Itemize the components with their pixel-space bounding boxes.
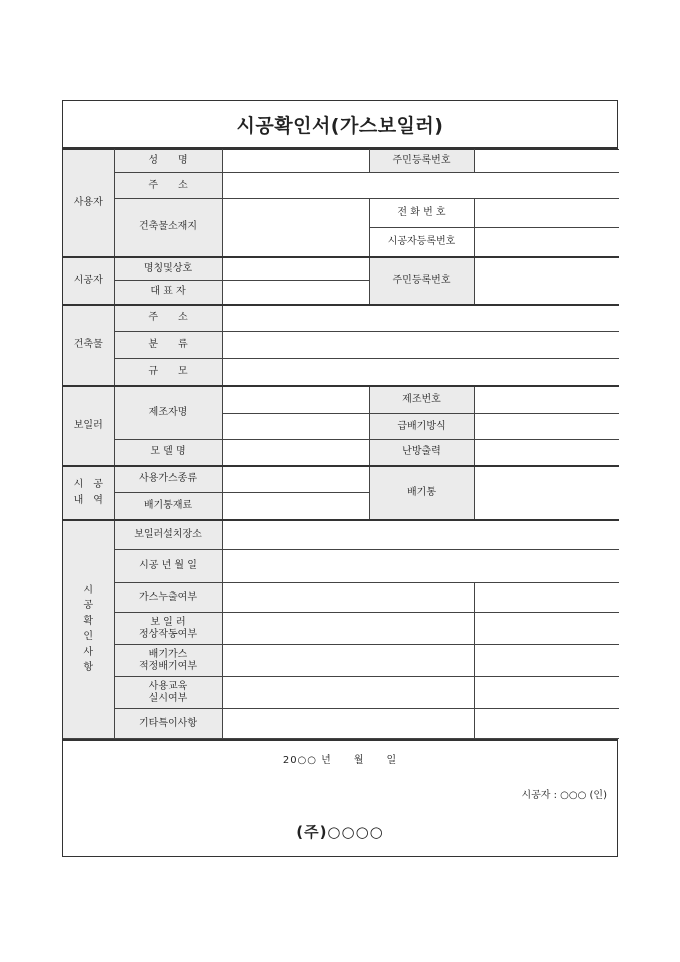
representative-value[interactable] (222, 281, 369, 305)
contractor-resident-no-value[interactable] (474, 257, 619, 305)
manufacturer-value-1[interactable] (222, 386, 369, 414)
user-address-value[interactable] (222, 173, 619, 199)
phone-value[interactable] (474, 199, 619, 228)
confirm-char-6: 항 (83, 662, 94, 674)
other-notes-value[interactable] (222, 709, 474, 739)
gas-leak-label: 가스누출여부 (114, 583, 222, 613)
building-scale-value[interactable] (222, 359, 619, 386)
other-notes-note[interactable] (474, 709, 619, 739)
phone-label: 전 화 번 호 (369, 199, 474, 228)
exhaust-check-label (114, 645, 222, 677)
exhaust-check-line-2: 적정배기여부 (139, 660, 197, 672)
user-resident-no-value[interactable] (474, 150, 619, 173)
install-location-label: 보일러설치장소 (114, 520, 222, 550)
education-note[interactable] (474, 677, 619, 709)
confirm-char-2: 공 (83, 600, 94, 612)
user-group-label: 사용자 (63, 150, 114, 257)
contractor-signature: 시공자 : ○○○ (인) (521, 790, 607, 801)
user-address-label: 주 소 (114, 173, 222, 199)
serial-no-value[interactable] (474, 386, 619, 414)
heating-output-value[interactable] (474, 440, 619, 466)
contractor-reg-no-value[interactable] (474, 228, 619, 257)
user-name-value[interactable] (222, 150, 369, 173)
flue-value[interactable] (474, 466, 619, 520)
confirm-char-3: 확 (83, 615, 94, 627)
business-name-label: 명칭및상호 (114, 257, 222, 281)
gas-leak-note[interactable] (474, 583, 619, 613)
normal-operation-note[interactable] (474, 613, 619, 645)
education-value[interactable] (222, 677, 474, 709)
contractor-reg-no-label: 시공자등록번호 (369, 228, 474, 257)
exhaust-check-value[interactable] (222, 645, 474, 677)
model-value[interactable] (222, 440, 369, 466)
model-label: 모 델 명 (114, 440, 222, 466)
install-location-value[interactable] (222, 520, 619, 550)
building-type-label: 분 류 (114, 332, 222, 359)
install-group-line-2: 내 역 (73, 494, 103, 506)
normal-operation-label (114, 613, 222, 645)
confirm-char-4: 인 (83, 631, 94, 643)
building-address-label: 주 소 (114, 305, 222, 332)
gas-type-value[interactable] (222, 466, 369, 493)
representative-label: 대 표 자 (114, 281, 222, 305)
install-group-label (63, 466, 114, 520)
serial-no-label: 제조번호 (369, 386, 474, 414)
manufacturer-label: 제조자명 (114, 386, 222, 440)
normal-operation-line-2: 정상작동여부 (139, 628, 197, 640)
exhaust-method-value[interactable] (474, 414, 619, 440)
confirm-char-1: 시 (83, 584, 94, 596)
exhaust-method-label: 급배기방식 (369, 414, 474, 440)
form-table (63, 149, 619, 739)
gas-type-label: 사용가스종류 (114, 466, 222, 493)
building-location-label: 건축물소재지 (114, 199, 222, 257)
form-footer (63, 739, 617, 851)
exhaust-check-line-1: 배기가스 (148, 648, 188, 660)
install-date-label: 시공 년 월 일 (114, 550, 222, 583)
confirm-group-label (63, 520, 114, 739)
education-line-2: 실시여부 (148, 692, 188, 704)
flue-label: 배기통 (369, 466, 474, 520)
user-name-label: 성 명 (114, 150, 222, 173)
issue-date: 20○○ 년 월 일 (282, 755, 398, 766)
building-group-label: 건축물 (63, 305, 114, 386)
contractor-group-label: 시공자 (63, 257, 114, 305)
install-group-line-1: 시 공 (73, 479, 103, 490)
other-notes-label: 기타특이사항 (114, 709, 222, 739)
education-label (114, 677, 222, 709)
exhaust-check-note[interactable] (474, 645, 619, 677)
form-title: 시공확인서(가스보일러) (63, 101, 617, 149)
flue-material-label: 배기통재료 (114, 493, 222, 520)
company-name: (주)○○○○ (296, 823, 384, 841)
education-line-1: 사용교육 (148, 680, 188, 692)
gas-leak-value[interactable] (222, 583, 474, 613)
confirm-char-5: 사 (83, 646, 94, 658)
boiler-group-label: 보일러 (63, 386, 114, 466)
contractor-resident-no-label: 주민등록번호 (369, 257, 474, 305)
building-type-value[interactable] (222, 332, 619, 359)
business-name-value[interactable] (222, 257, 369, 281)
user-resident-no-label: 주민등록번호 (369, 150, 474, 173)
heating-output-label: 난방출력 (369, 440, 474, 466)
building-address-value[interactable] (222, 305, 619, 332)
building-location-value[interactable] (222, 199, 369, 257)
manufacturer-value-2[interactable] (222, 414, 369, 440)
flue-material-value[interactable] (222, 493, 369, 520)
confirmation-form (62, 100, 618, 857)
normal-operation-line-1: 보 일 러 (150, 616, 186, 628)
install-date-value[interactable] (222, 550, 619, 583)
normal-operation-value[interactable] (222, 613, 474, 645)
building-scale-label: 규 모 (114, 359, 222, 386)
